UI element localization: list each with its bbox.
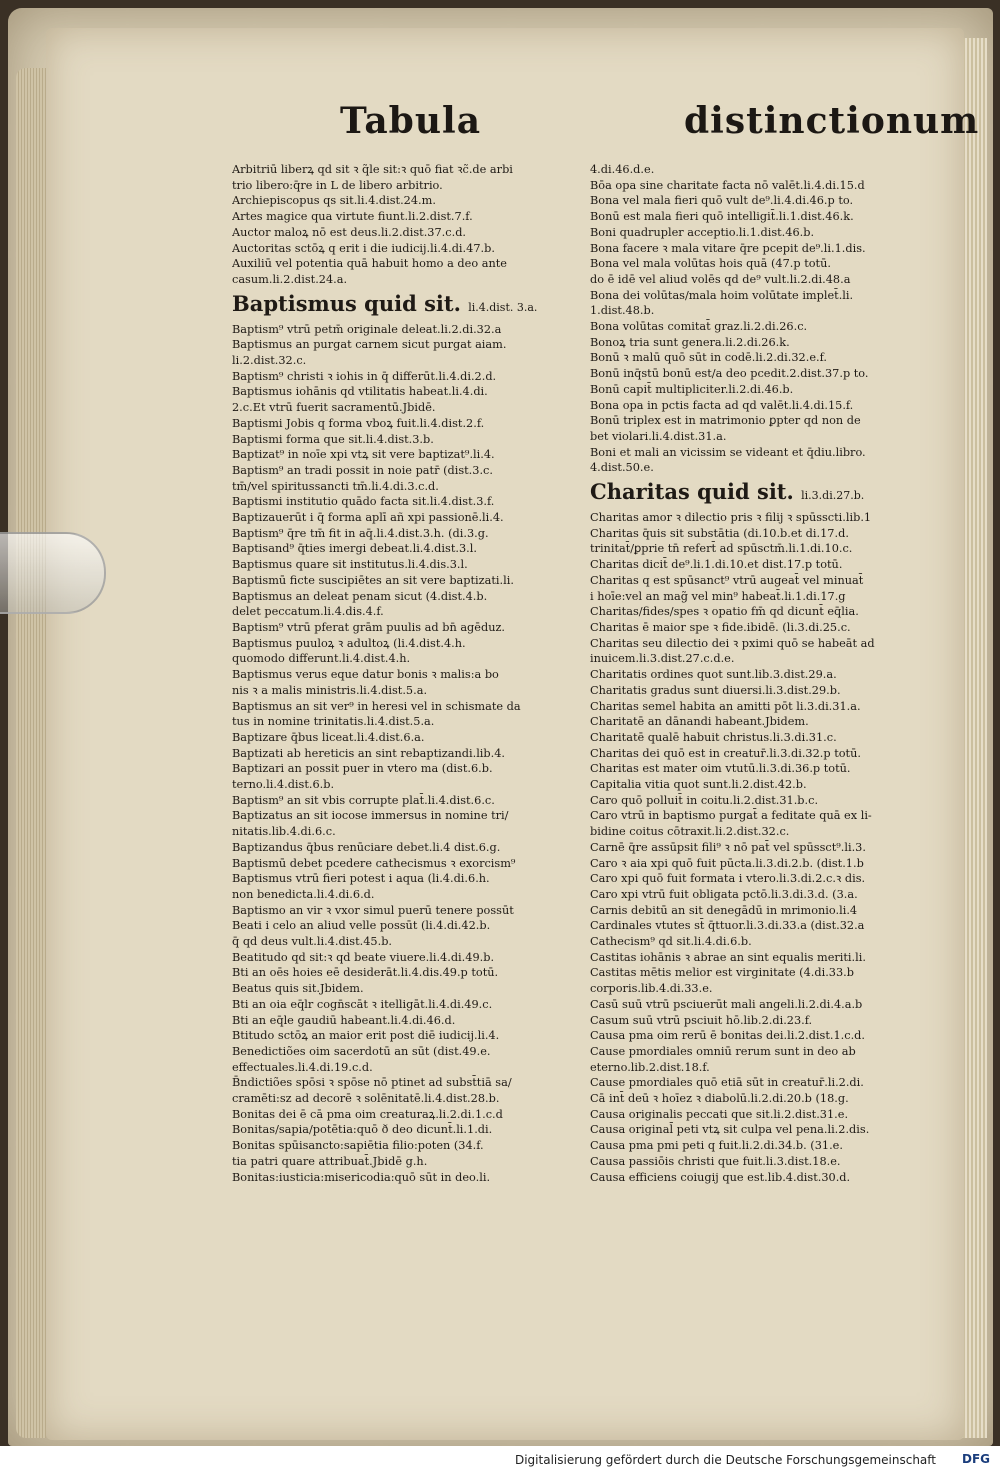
index-entry: Bona volūtas comitat̄ graz.li.2.di.26.c.	[590, 320, 808, 334]
heading-right: distinctionum	[684, 100, 980, 142]
index-entry: Archiepiscopus qs sit.li.4.dist.24.m.	[232, 194, 436, 208]
index-entry: Bonitas/sapia/potētia:quō ð deo dicunt̄.li.1.di.	[232, 1123, 493, 1137]
index-entry: Auctor maloꝝ nō est deus.li.2.dist.37.c.d.	[232, 225, 467, 239]
index-entry: Baptism⁹ vtrū petm̄ originale deleat.li.2.di.32.a	[232, 322, 502, 336]
index-entry: Baptizat⁹ in noīe xpi vtꝝ sit vere baptizat⁹.li.4.	[232, 448, 495, 462]
index-entry: Benedictiões oim sacerdotū an sūt (dist.49.e.	[232, 1044, 491, 1058]
index-entry: Baptismū debet pcedere cathecismus ꝛ exorcism⁹	[232, 856, 516, 870]
index-entry: Beatitudo qd sit:ꝛ qd beate viuere.li.4.di.49.b.	[232, 950, 495, 964]
index-entry: i hoīe:vel an mag̃ vel min⁹ habeat̄.li.1.di.17.g	[590, 589, 846, 603]
index-entry: quomodo differunt.li.4.dist.4.h.	[232, 652, 411, 666]
index-entry: Baptismus iohānis qd vtilitatis habeat.li.4.di.	[232, 385, 488, 399]
index-entry: Cardinales vtutes st̄ q̄ttuor.li.3.di.33.a (dist.32.a	[590, 919, 865, 933]
index-entry: Baptismus an deleat penam sicut (4.dist.4.b.	[232, 589, 488, 603]
index-entry: Charitatis ordines quot sunt.lib.3.dist.29.a.	[590, 668, 837, 682]
index-entry: cramēti:sz ad decorē ꝛ solēnitatē.li.4.dist.28.b.	[232, 1092, 500, 1106]
index-entry: Causa pma pmi peti q fuit.li.2.di.34.b. (31.e.	[590, 1139, 843, 1153]
index-entry: Baptismi Jobis q forma vboꝝ fuit.li.4.dist.2.f.	[232, 416, 485, 430]
right-section-heading	[590, 478, 940, 510]
index-entry: tm̄/vel spiritussancti tm̄.li.4.di.3.c.d.	[232, 479, 439, 493]
index-entry: Carnē q̄re assūpsit fili⁹ ꝛ nō pat̄ vel spūssct⁹.li.3.	[590, 840, 866, 854]
index-entry: Baptizare q̄bus liceat.li.4.dist.6.a.	[232, 730, 425, 744]
index-entry: Charitas semel habita an amitti pōt li.3.di.31.a.	[590, 699, 861, 713]
left-section-title: Baptismus quid sit.	[232, 290, 461, 316]
index-entry: Bonitas dei ē cā pma oim creaturaꝝ.li.2.di.1.c.d	[232, 1107, 503, 1121]
dfg-logo: DFG	[961, 1452, 990, 1466]
left-section-ref: li.4.dist. 3.a.	[468, 300, 538, 314]
index-entry: Cathecism⁹ qd sit.li.4.di.6.b.	[590, 935, 752, 949]
index-entry: do ē idē vel aliud volēs qd de⁹ vult.li.2.di.48.a	[590, 272, 851, 286]
index-entry: Baptism⁹ christi ꝛ iohis in q̄ differūt.li.4.di.2.d.	[232, 369, 497, 383]
index-entry: Caro quō polluit̄ in coitu.li.2.dist.31.b.c.	[590, 793, 819, 807]
left-section-heading	[232, 290, 572, 322]
right-entries-b	[590, 510, 940, 1185]
left-entries-b	[232, 322, 572, 1186]
index-entry: Bonū ꝛ malū quō sūt in codē.li.2.di.32.e.f.	[590, 351, 827, 365]
index-entry: Arbitriū liberꝝ qd sit ꝛ q̃le sit:ꝛ quō fiat ꝛc̃.de arbi	[232, 163, 513, 176]
footer-credit: Digitalisierung gefördert durch die Deutsche Forschungsgemeinschaft	[514, 1453, 936, 1467]
index-entry: Cause pmordiales quō etiā sūt in creatur̄.li.2.di.	[590, 1076, 864, 1090]
index-entry: Casum suū vtrū psciuit hō.lib.2.di.23.f.	[590, 1013, 813, 1027]
index-entry: Baptismi forma que sit.li.4.dist.3.b.	[232, 432, 434, 446]
index-entry: Causa pma oim rerū ē bonitas dei.li.2.dist.1.c.d.	[590, 1029, 865, 1043]
index-entry: Bonū triplex est in matrimonio ꝑpter qd non de	[590, 414, 861, 428]
left-entries-a	[232, 162, 572, 288]
index-entry: Bonū est mala fieri quō intelligit̄.li.1.dist.46.k.	[590, 210, 854, 224]
index-entry: Causa original̄ peti vtꝝ sit culpa vel pena.li.2.dis.	[590, 1123, 870, 1137]
index-entry: effectuales.li.4.di.19.c.d.	[232, 1060, 373, 1074]
index-entry: nitatis.lib.4.di.6.c.	[232, 825, 336, 839]
right-column	[590, 162, 940, 1185]
index-entry: Charitas dicit̄ de⁹.li.1.di.10.et dist.17.p totū.	[590, 558, 843, 572]
index-entry: Baptism⁹ q̄re tm̄ fit in aq̄.li.4.dist.3.h. (di.3.g.	[232, 526, 489, 540]
index-entry: Bti an oia eq̄lr cogn̄scāt ꝛ itelligāt.li.4.di.49.c.	[232, 997, 493, 1011]
index-entry: inuicem.li.3.dist.27.c.d.e.	[590, 652, 735, 666]
index-entry: Bti an eq̄le gaudiū habeant.li.4.di.46.d.	[232, 1013, 456, 1027]
index-entry: nis ꝛ a malis ministris.li.4.dist.5.a.	[232, 683, 428, 697]
index-entry: Baptismus verus eque datur bonis ꝛ malis:a bo	[232, 668, 499, 682]
index-entry: terno.li.4.dist.6.b.	[232, 778, 335, 792]
left-column	[232, 162, 572, 1185]
index-entry: Cā int̄ deū ꝛ hoīez ꝛ diabolū.li.2.di.20.b (18.g.	[590, 1092, 849, 1106]
index-entry: Baptizari an possit puer in vtero ma (dist.6.b.	[232, 762, 493, 776]
index-entry: casum.li.2.dist.24.a.	[232, 272, 348, 286]
index-entry: Baptismus puuloꝝ ꝛ adultoꝝ (li.4.dist.4.h.	[232, 636, 466, 650]
index-entry: Baptism⁹ an sit vbis corrupte plat̄.li.4.dist.6.c.	[232, 793, 495, 807]
right-section-title: Charitas quid sit.	[590, 479, 794, 505]
index-entry: Bonoꝝ tria sunt genera.li.2.di.26.k.	[590, 335, 790, 349]
index-entry: Causa originalis peccati que sit.li.2.dist.31.e.	[590, 1107, 849, 1121]
right-section-ref: li.3.di.27.b.	[801, 489, 865, 503]
index-entry: corporis.lib.4.di.33.e.	[590, 982, 713, 996]
index-entry: Bti an oēs hoies eē desiderāt.li.4.dis.49.p totū.	[232, 966, 499, 980]
index-entry: non benedicta.li.4.di.6.d.	[232, 887, 375, 901]
index-entry: bet violari.li.4.dist.31.a.	[590, 429, 727, 443]
index-entry: Charitas q̄uis sit substātia (di.10.b.et di.17.d.	[590, 526, 849, 540]
index-entry: Charitas/fides/spes ꝛ opatio fm̄ qd dicunt̄ eq̄lia.	[590, 605, 859, 619]
index-entry: Baptism⁹ an tradi possit in noie patr̄ (dist.3.c.	[232, 463, 493, 477]
index-entry: Casū suū vtrū psciuerūt mali angeli.li.2.di.4.a.b	[590, 997, 863, 1011]
index-entry: Caro ꝛ aia xpi quō fuit pūcta.li.3.di.2.b. (dist.1.b	[590, 856, 864, 870]
index-entry: Charitas seu dilectio dei ꝛ pximi quō se habeāt ad	[590, 636, 875, 650]
index-entry: Baptismo an vir ꝛ vxor simul puerū tenere possūt	[232, 903, 514, 917]
index-entry: Charitatē an dānandi habeant.Jbidem.	[590, 715, 809, 729]
index-entry: Charitas dei quō est in creatur̄.li.3.di.32.p totū.	[590, 746, 861, 760]
index-entry: Bona dei volūtas/mala hoim volūtate implet̄.li.	[590, 288, 854, 302]
index-entry: Baptisand⁹ q̄ties imergi debeat.li.4.dist.3.l.	[232, 542, 477, 556]
index-entry: Castitas iohānis ꝛ abrae an sint equalis meriti.li.	[590, 950, 866, 964]
index-entry: Charitas ē maior spe ꝛ fide.ibidē. (li.3.di.25.c.	[590, 620, 851, 634]
right-entries-a	[590, 162, 940, 476]
footer-bar	[0, 1446, 1000, 1474]
index-entry: Beati i celo an aliud velle possūt (li.4.di.42.b.	[232, 919, 491, 933]
index-entry: Baptizati ab hereticis an sint rebaptizandi.lib.4.	[232, 746, 506, 760]
index-entry: Charitas q est spūsanct⁹ vtrū augeat̄ vel minuat̄	[590, 573, 864, 587]
index-entry: trio libero:q̄re in L de libero arbitrio.	[232, 178, 443, 192]
index-entry: Beatus quis sit.Jbidem.	[232, 982, 364, 996]
index-entry: 2.c.Et vtrū fuerit sacramentū.Jbidē.	[232, 401, 436, 415]
index-entry: delet peccatum.li.4.dis.4.f.	[232, 605, 384, 619]
index-entry: 1.dist.48.b.	[590, 304, 655, 318]
index-entry: Auxiliū vel potentia quā habuit homo a deo ante	[232, 257, 507, 271]
index-entry: eterno.lib.2.dist.18.f.	[590, 1060, 710, 1074]
index-entry: Carnis debitū an sit denegādū in mrimonio.li.4	[590, 903, 858, 917]
index-entry: Bona vel mala volūtas hois quā (47.p totū.	[590, 257, 831, 271]
index-entry: Causa efficiens coiugij que est.lib.4.dist.30.d.	[590, 1170, 851, 1184]
index-entry: Baptismus vtrū fieri potest i aqua (li.4.di.6.h.	[232, 872, 490, 886]
index-entry: Charitas est mater oim vtutū.li.3.di.36.p totū.	[590, 762, 851, 776]
index-entry: 4.di.46.d.e.	[590, 163, 655, 176]
index-entry: Causa passiōis christi que fuit.li.3.dist.18.e.	[590, 1154, 841, 1168]
index-entry: Boni et mali an vicissim se videant et q̄diu.libro.	[590, 445, 866, 459]
index-entry: Baptizauerūt i q̄ forma aplī añ xpi passionē.li.4.	[232, 511, 504, 525]
index-entry: Baptizatus an sit iocose immersus in nomine tri/	[232, 809, 509, 823]
index-entry: Caro xpi quō fuit formata i vtero.li.3.di.2.c.ꝛ dis.	[590, 872, 866, 886]
index-entry: Charitas amor ꝛ dilectio pris ꝛ filij ꝛ spūsscti.lib.1	[590, 511, 872, 525]
index-entry: Baptism⁹ vtrū pferat grām puulis ad bn̄ agēduz.	[232, 620, 506, 634]
heading-left: Tabula	[340, 100, 482, 142]
index-entry: Baptismus quare sit institutus.li.4.dis.3.l.	[232, 558, 468, 572]
index-entry: tus in nomine trinitatis.li.4.dist.5.a.	[232, 715, 435, 729]
index-entry: Cause pmordiales omniū rerum sunt in deo ab	[590, 1044, 856, 1058]
index-entry: Auctoritas sctōꝝ q erit i die iudicij.li.4.di.47.b.	[232, 241, 495, 255]
index-entry: Baptismū ficte suscipiētes an sit vere baptizati.li.	[232, 573, 514, 587]
index-entry: Artes magice qua virtute fiunt.li.2.dist.7.f.	[232, 210, 473, 224]
index-entry: q̄ qd deus vult.li.4.dist.45.b.	[232, 935, 393, 949]
index-entry: Bona facere ꝛ mala vitare q̄re pcepit de⁹.li.1.dis.	[590, 241, 866, 255]
index-entry: Bōa opa sine charitate facta nō valēt.li.4.di.15.d	[590, 178, 865, 192]
page-edges-left	[16, 68, 46, 1438]
index-entry: Caro vtrū in baptismo purgat̄ a feditate quā ex li-	[590, 809, 872, 823]
index-entry: trinitat̄/ꝑprie tn̄ refert̄ ad spūsctm̄.li.1.di.10.c.	[590, 542, 853, 556]
index-entry: B̄ndictiões spōsi ꝛ spōse nō ptinet ad subst̄tiā sa/	[232, 1076, 512, 1090]
index-entry: Btitudo sctōꝝ an maior erit post diē iudicij.li.4.	[232, 1029, 500, 1043]
index-entry: Bonitas:iusticia:misericodia:quō sūt in deo.li.	[232, 1170, 491, 1184]
index-entry: Bonū capit̄ multipliciter.li.2.di.46.b.	[590, 382, 794, 396]
index-entry: Baptizandus q̄bus renūciare debet.li.4 dist.6.g.	[232, 840, 501, 854]
index-entry: Bonitas spūisancto:sapiētia filio:poten (34.f.	[232, 1139, 484, 1153]
index-entry: 4.dist.50.e.	[590, 461, 654, 475]
index-entry: Baptismus an purgat carnem sicut purgat aiam.	[232, 338, 507, 352]
index-entry: Bonū inq̄stū bonū est/a deo pcedit.2.dist.37.p to.	[590, 367, 869, 381]
index-entry: Charitatē qualē habuit christus.li.3.di.31.c.	[590, 730, 837, 744]
index-entry: tia patri quare attribuat̄.Jbidē g.h.	[232, 1154, 428, 1168]
index-entry: Baptismi institutio quādo facta sit.li.4.dist.3.f.	[232, 495, 495, 509]
index-entry: li.2.dist.32.c.	[232, 354, 307, 368]
index-entry: Castitas mētis melior est virginitate (4.di.33.b	[590, 966, 854, 980]
index-entry: Baptismus an sit ver⁹ in heresi vel in schismate da	[232, 699, 521, 713]
page-clip	[0, 532, 106, 614]
index-entry: Caro xpi vtrū fuit obligata pctō.li.3.di.3.d. (3.a.	[590, 887, 858, 901]
index-entry: bidine coitus cōtraxit.li.2.dist.32.c.	[590, 825, 790, 839]
index-entry: Boni quadrupler acceptio.li.1.dist.46.b.	[590, 225, 815, 239]
index-entry: Bona opa in pctis facta ad qd valēt.li.4.di.15.f.	[590, 398, 854, 412]
index-entry: Capitalia vitia quot sunt.li.2.dist.42.b.	[590, 778, 807, 792]
index-entry: Bona vel mala fieri quō vult de⁹.li.4.di.46.p to.	[590, 194, 854, 208]
index-entry: Charitatis gradus sunt diuersi.li.3.dist.29.b.	[590, 683, 841, 697]
